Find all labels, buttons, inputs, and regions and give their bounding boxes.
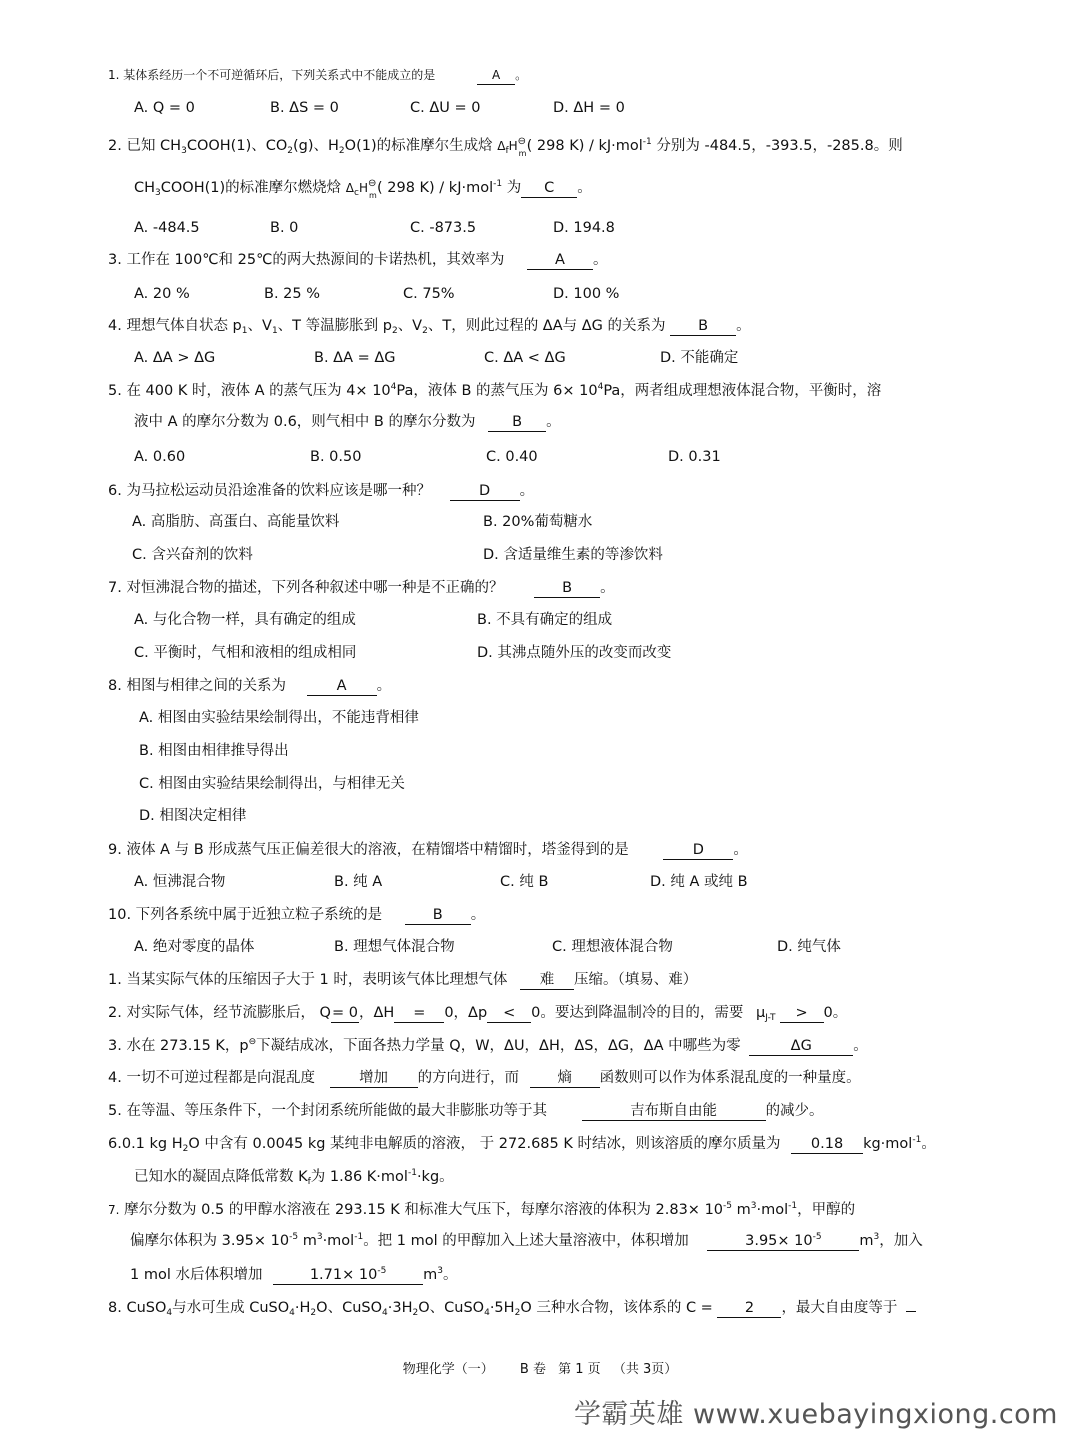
question-1: 1. 某体系经历一个不可逆循环后，下列关系式中不能成立的是 A 。	[108, 65, 527, 85]
q7-option-a: A. 与化合物一样，具有确定的组成	[134, 612, 356, 628]
q9-option-d: D. 纯 A 或纯 B	[650, 874, 748, 890]
q2-option-d: D. 194.8	[553, 220, 615, 236]
question-4: 4. 理想气体自状态 $p_1$、$V_1$、T 等温膨胀到 $p_2$、$V_2$、T，则此过程的 ΔA与 ΔG 的关系为 B 。	[108, 318, 751, 336]
q3-option-b: B. 25 %	[264, 286, 321, 302]
question-stem: 相图与相律之间的关系为	[126, 678, 286, 694]
fill-7: 7. 摩尔分数为 0.5 的甲醇水溶液在 293.15 K 和标准大气压下，每摩尔溶液的体积为 $2.83\times 10^{-5}$ $m^3\cdot mol^{-1}$，甲醇的	[108, 1201, 856, 1218]
q7-option-b: B. 不具有确定的组成	[477, 612, 613, 628]
answer-blank: =	[394, 1004, 444, 1023]
q9-option-c: C. 纯 B	[500, 874, 549, 890]
question-2: 2. 已知 $CH_3COOH(1)$、$CO_2(g)$、$H_2O(1)$的标准摩尔生成焓 $\Delta_fH$ ⊖ m ( 298 K) / kJ·mol$^{-1}$ 分别为 -484.5，-393.5，-285.8。则	[108, 136, 903, 158]
answer-blank: 吉布斯自由能	[582, 1102, 766, 1121]
question-8: 8. 相图与相律之间的关系为 A 。	[108, 678, 392, 694]
q2-option-b: B. 0	[270, 220, 299, 236]
answer-blank: $1.71\times 10^{-5}$	[273, 1266, 423, 1285]
q9-option-b: B. 纯 A	[334, 874, 383, 890]
q7-option-c: C. 平衡时，气相和液相的组成相同	[134, 645, 357, 661]
answer-blank: D	[450, 482, 520, 501]
fill-4: 4. 一切不可逆过程都是向混乱度 增加 的方向进行，而 熵 函数则可以作为体系混乱度的一种量度。	[108, 1070, 861, 1086]
question-10: 10. 下列各系统中属于近独立粒子系统的是 B 。	[108, 907, 486, 923]
q2-option-c: C. -873.5	[410, 220, 477, 236]
question-3: 3. 工作在 100℃和 25℃的两大热源间的卡诺热机，其效率为 A 。	[108, 252, 608, 268]
answer-blank: A	[477, 66, 515, 85]
answer-blank: C	[521, 179, 577, 198]
q5-option-c: C. 0.40	[486, 449, 538, 465]
question-stem: 液体 A 与 B 形成蒸气压正偏差很大的溶液，在精馏塔中精馏时，塔釜得到的是	[126, 842, 629, 858]
q1-option-b: B. ΔS = 0	[270, 100, 339, 116]
q4-option-c: C. ΔA < ΔG	[484, 350, 566, 366]
answer-blank: $3.95\times 10^{-5}$	[707, 1232, 859, 1251]
q8-option-d: D. 相图决定相律	[139, 808, 247, 824]
footer-course: 物理化学（一）	[402, 1362, 494, 1377]
page-footer	[0, 1358, 1080, 1377]
q9-option-a: A. 恒沸混合物	[134, 874, 226, 890]
fill-5: 5. 在等温、等压条件下，一个封闭系统所能做的最大非膨胀功等于其 吉布斯自由能 的减少。	[108, 1103, 824, 1119]
answer-blank: A	[307, 677, 377, 696]
answer-blank: A	[527, 251, 593, 270]
q4-option-b: B. ΔA = ΔG	[314, 350, 396, 366]
q4-option-a: A. ΔA > ΔG	[134, 350, 216, 366]
question-stem: 某体系经历一个不可逆循环后，下列关系式中不能成立的是	[123, 68, 436, 82]
q2-option-a: A. -484.5	[134, 220, 200, 236]
fill-2: 2. 对实际气体，经节流膨胀后， Q= 0，ΔH = 0，Δp < 0。要达到降温制冷的目的，需要 $\mu_{J-T} > 0$。	[108, 1005, 848, 1023]
answer-blank: ΔG	[749, 1037, 853, 1056]
answer-blank: = 0	[331, 1005, 358, 1021]
answer-blank: 0.18	[791, 1135, 863, 1154]
q6-option-d: D. 含适量维生素的等渗饮料	[483, 547, 663, 563]
q5-option-a: A. 0.60	[134, 449, 186, 465]
fill-7-line-3: 1 mol 水后体积增加 $1.71\times 10^{-5}$ $m^3$。	[130, 1266, 458, 1283]
answer-blank: 熵	[530, 1069, 600, 1088]
q5-option-d: D. 0.31	[668, 449, 721, 465]
question-6: 6. 为马拉松运动员沿途准备的饮料应该是哪一种？ D 。	[108, 483, 535, 499]
footer-total: （共 3页）	[612, 1362, 678, 1377]
question-stem: 工作在 100℃和 25℃的两大热源间的卡诺热机，其效率为	[126, 252, 505, 268]
q6-option-c: C. 含兴奋剂的饮料	[132, 547, 253, 563]
question-7: 7. 对恒沸混合物的描述，下列各种叙述中哪一种是不正确的？ B 。	[108, 580, 615, 596]
q3-option-c: C. 75%	[403, 286, 455, 302]
q1-option-d: D. ΔH = 0	[553, 100, 625, 116]
question-2-line-2: $CH_3COOH(1)$的标准摩尔燃烧焓 $\Delta_cH$ ⊖ m ( 298 K) / kJ·mol$^{-1}$ 为 C 。	[134, 178, 592, 200]
footer-page: 第 1 页	[558, 1362, 601, 1377]
q8-option-a: A. 相图由实验结果绘制得出，不能违背相律	[139, 710, 419, 726]
q6-option-b: B. 20%葡萄糖水	[483, 514, 593, 530]
q10-option-c: C. 理想液体混合物	[552, 939, 673, 955]
q6-option-a: A. 高脂肪、高蛋白、高能量饮料	[132, 514, 340, 530]
q10-option-d: D. 纯气体	[777, 939, 841, 955]
fill-1: 1. 当某实际气体的压缩因子大于 1 时，表明该气体比理想气体 难 压缩。（填易、难）	[108, 972, 698, 988]
question-5: 5. 在 400 K 时，液体 A 的蒸气压为 $4\times 10^4Pa$，液体 B 的蒸气压为 $6\times 10^4Pa$，两者组成理想液体混合物，平衡时，溶	[108, 382, 882, 399]
q10-option-a: A. 绝对零度的晶体	[134, 939, 255, 955]
fill-8: 8. CuSO$_4$与水可生成 $CuSO_4\cdot H_2O$、$CuSO_4\cdot 3H_2O$、$CuSO_4\cdot 5H_2O$ 三种水合物，该体系的 C = 2 ，最大自由度等于	[108, 1298, 916, 1318]
q1-option-c: C. ΔU = 0	[410, 100, 481, 116]
question-stem: 为马拉松运动员沿途准备的饮料应该是哪一种？	[126, 483, 431, 499]
answer-blank: B	[670, 317, 736, 336]
q8-option-c: C. 相图由实验结果绘制得出，与相律无关	[139, 776, 405, 792]
question-stem: 下列各系统中属于近独立粒子系统的是	[135, 907, 383, 923]
footer-paper: B 卷	[519, 1362, 546, 1377]
answer-blank: B	[488, 413, 546, 432]
q4-option-d: D. 不能确定	[660, 350, 739, 366]
answer-blank: D	[663, 841, 733, 860]
question-5-line-2: 液中 A 的摩尔分数为 0.6，则气相中 B 的摩尔分数为 B 。	[134, 414, 561, 430]
q1-option-a: A. Q = 0	[134, 100, 195, 116]
q10-option-b: B. 理想气体混合物	[334, 939, 455, 955]
fill-6: 6.0.1 kg $H_2O$ 中含有 0.0045 kg 某纯非电解质的溶液， 于 272.685 K 时结冰，则该溶质的摩尔质量为 0.18 kg·mol$^{-1}$。	[108, 1135, 936, 1154]
fill-7-line-2: 偏摩尔体积为 $3.95\times 10^{-5}$ $m^3\cdot mol^{-1}$。把 1 mol 的甲醇加入上述大量溶液中，体积增加 $3.95\times 10^{-5}$ $m^3$，加入	[130, 1232, 923, 1249]
watermark-brand: 学霸英雄 www.xuebayingxiong.com	[573, 1399, 1058, 1430]
answer-blank: 难	[520, 971, 574, 990]
q3-option-a: A. 20 %	[134, 286, 190, 302]
fill-3: 3. 水在 273.15 K，p⊖下凝结成冰，下面各热力学量 Q，W，ΔU，ΔH，ΔS，ΔG，ΔA 中哪些为零 ΔG 。	[108, 1037, 868, 1054]
q3-option-d: D. 100 %	[553, 286, 620, 302]
answer-blank: >	[780, 1004, 824, 1023]
answer-blank: B	[534, 579, 600, 598]
question-stem: 对恒沸混合物的描述，下列各种叙述中哪一种是不正确的？	[126, 580, 504, 596]
answer-blank: <	[487, 1004, 531, 1023]
answer-blank: 2	[717, 1299, 781, 1318]
answer-blank: 增加	[330, 1069, 418, 1088]
q8-option-b: B. 相图由相律推导得出	[139, 743, 289, 759]
q7-option-d: D. 其沸点随外压的改变而改变	[477, 645, 672, 661]
fill-6-line-2: 已知水的凝固点降低常数 $K_f$为 1.86 K·mol$^{-1}$·kg。	[134, 1168, 454, 1187]
q5-option-b: B. 0.50	[310, 449, 362, 465]
answer-blank-empty	[906, 1311, 916, 1312]
answer-blank: B	[405, 906, 471, 925]
question-9: 9. 液体 A 与 B 形成蒸气压正偏差很大的溶液，在精馏塔中精馏时，塔釜得到的是 D 。	[108, 842, 748, 858]
